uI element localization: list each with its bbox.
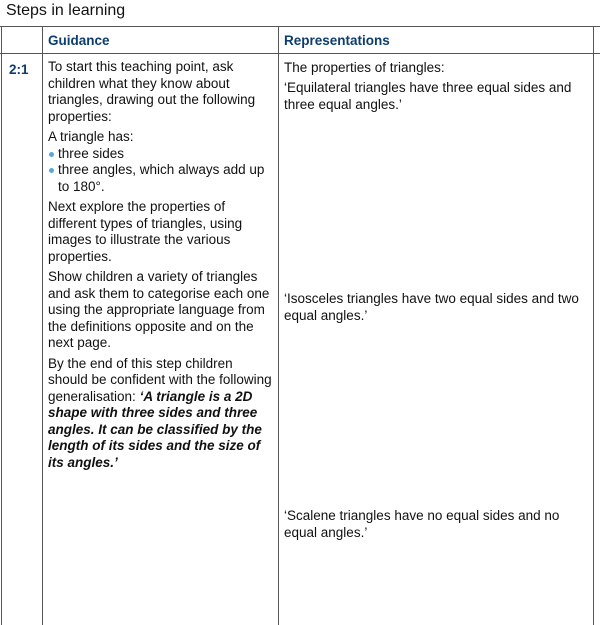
equilateral-definition: ‘Equilateral triangles have three equal sides and three equal angles.’ xyxy=(284,80,572,112)
section-title: Steps in learning xyxy=(6,2,126,19)
guidance-header: Guidance xyxy=(48,33,110,48)
guidance-intro: To start this teaching point, ask children what they know about triangles, drawing out the following properties: xyxy=(48,59,256,124)
right-angle-label: 60° xyxy=(481,239,498,251)
table-rule-left xyxy=(1,26,2,625)
scalene-definition: ‘Scalene triangles have no equal sides and no equal angles.’ xyxy=(284,508,560,540)
table-rule-header xyxy=(0,53,600,54)
list-item: three sides xyxy=(48,146,276,163)
table-rule-col1 xyxy=(42,26,43,625)
table-rule-col2 xyxy=(278,26,279,625)
table-rule-right xyxy=(593,26,594,625)
representations-header: Representations xyxy=(284,33,390,48)
guidance-text xyxy=(48,59,276,475)
isosceles-definition: ‘Isosceles triangles have two equal sides and two equal angles.’ xyxy=(284,291,579,323)
guidance-explore: Next explore the properties of different types of triangles, using images to illustrate the various properties. xyxy=(48,199,243,264)
generalisation-statement: ‘A triangle is a 2D shape with three sides and three angles. It can be classified by the length of its sides and the size of its angles.’ xyxy=(48,388,262,470)
isosceles-triangle xyxy=(376,330,497,474)
table-rule-top xyxy=(0,26,600,27)
list-item: three angles, which always add up to 180°. xyxy=(48,162,276,195)
rep-intro: The properties of triangles: xyxy=(284,60,445,75)
scalene-triangle xyxy=(372,543,509,625)
property-list xyxy=(48,146,276,196)
left-angle-label: 60° xyxy=(365,239,382,251)
generalisation-lead: By the end of this step children should be confident with the following generalisation: xyxy=(48,355,272,404)
guidance-show: Show children a variety of triangles and ask them to categorise each one using the appropriate language from the definitions opposite and on the next page. xyxy=(48,269,270,350)
guidance-triangle-has: A triangle has: xyxy=(48,129,134,144)
guidance-generalisation xyxy=(48,356,276,472)
step-number: 2:1 xyxy=(9,62,29,77)
top-angle-label: 60° xyxy=(423,139,440,151)
